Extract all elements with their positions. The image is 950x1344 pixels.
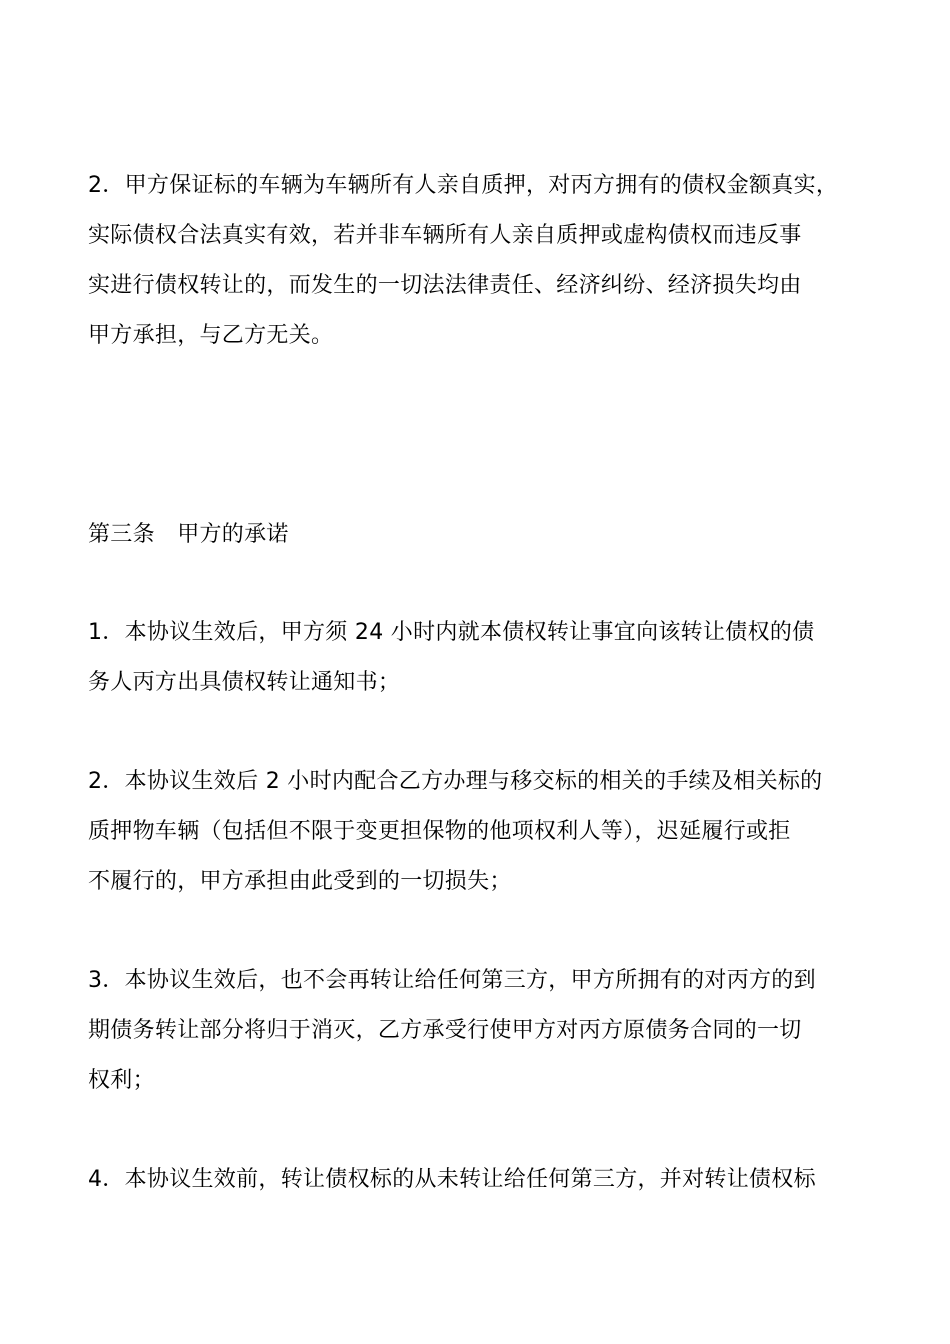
text-line: 不履行的，甲方承担由此受到的一切损失； bbox=[88, 869, 512, 894]
text-line: 期债务转让部分将归于消灭，乙方承受行使甲方对丙方原债务合同的一切 bbox=[88, 1018, 802, 1043]
text-line: 2．甲方保证标的车辆为车辆所有人亲自质押，对丙方拥有的债权金额真实， bbox=[88, 173, 839, 198]
article-3-item-1 bbox=[88, 608, 888, 708]
text-line: 实进行债权转让的，而发生的一切法法律责任、经济纠纷、经济损失均由 bbox=[88, 273, 802, 298]
text-line: 3．本协议生效后，也不会再转让给任何第三方，甲方所拥有的对丙方的到 bbox=[88, 968, 816, 993]
text-line: 实际债权合法真实有效，若并非车辆所有人亲自质押或虚构债权而违反事 bbox=[88, 223, 802, 248]
article-3-item-4 bbox=[88, 1155, 888, 1205]
text-line: 1．本协议生效后，甲方须 24 小时内就本债权转让事宜向该转让债权的债 bbox=[88, 620, 815, 645]
text-line: 权利； bbox=[88, 1068, 155, 1093]
paragraph-clause-2-guarantee bbox=[88, 161, 888, 361]
article-3-item-3 bbox=[88, 956, 888, 1106]
article-3-item-2 bbox=[88, 757, 888, 907]
text-line: 4．本协议生效前，转让债权标的从未转让给任何第三方，并对转让债权标 bbox=[88, 1167, 816, 1192]
text-line: 甲方承担，与乙方无关。 bbox=[88, 323, 334, 348]
text-line: 务人丙方出具债权转让通知书； bbox=[88, 670, 401, 695]
article-3-heading: 第三条 甲方的承诺 bbox=[88, 522, 289, 547]
text-line: 质押物车辆（包括但不限于变更担保物的他项权利人等），迟延履行或拒 bbox=[88, 819, 791, 844]
text-line: 2．本协议生效后 2 小时内配合乙方办理与移交标的相关的手续及相关标的 bbox=[88, 769, 823, 794]
